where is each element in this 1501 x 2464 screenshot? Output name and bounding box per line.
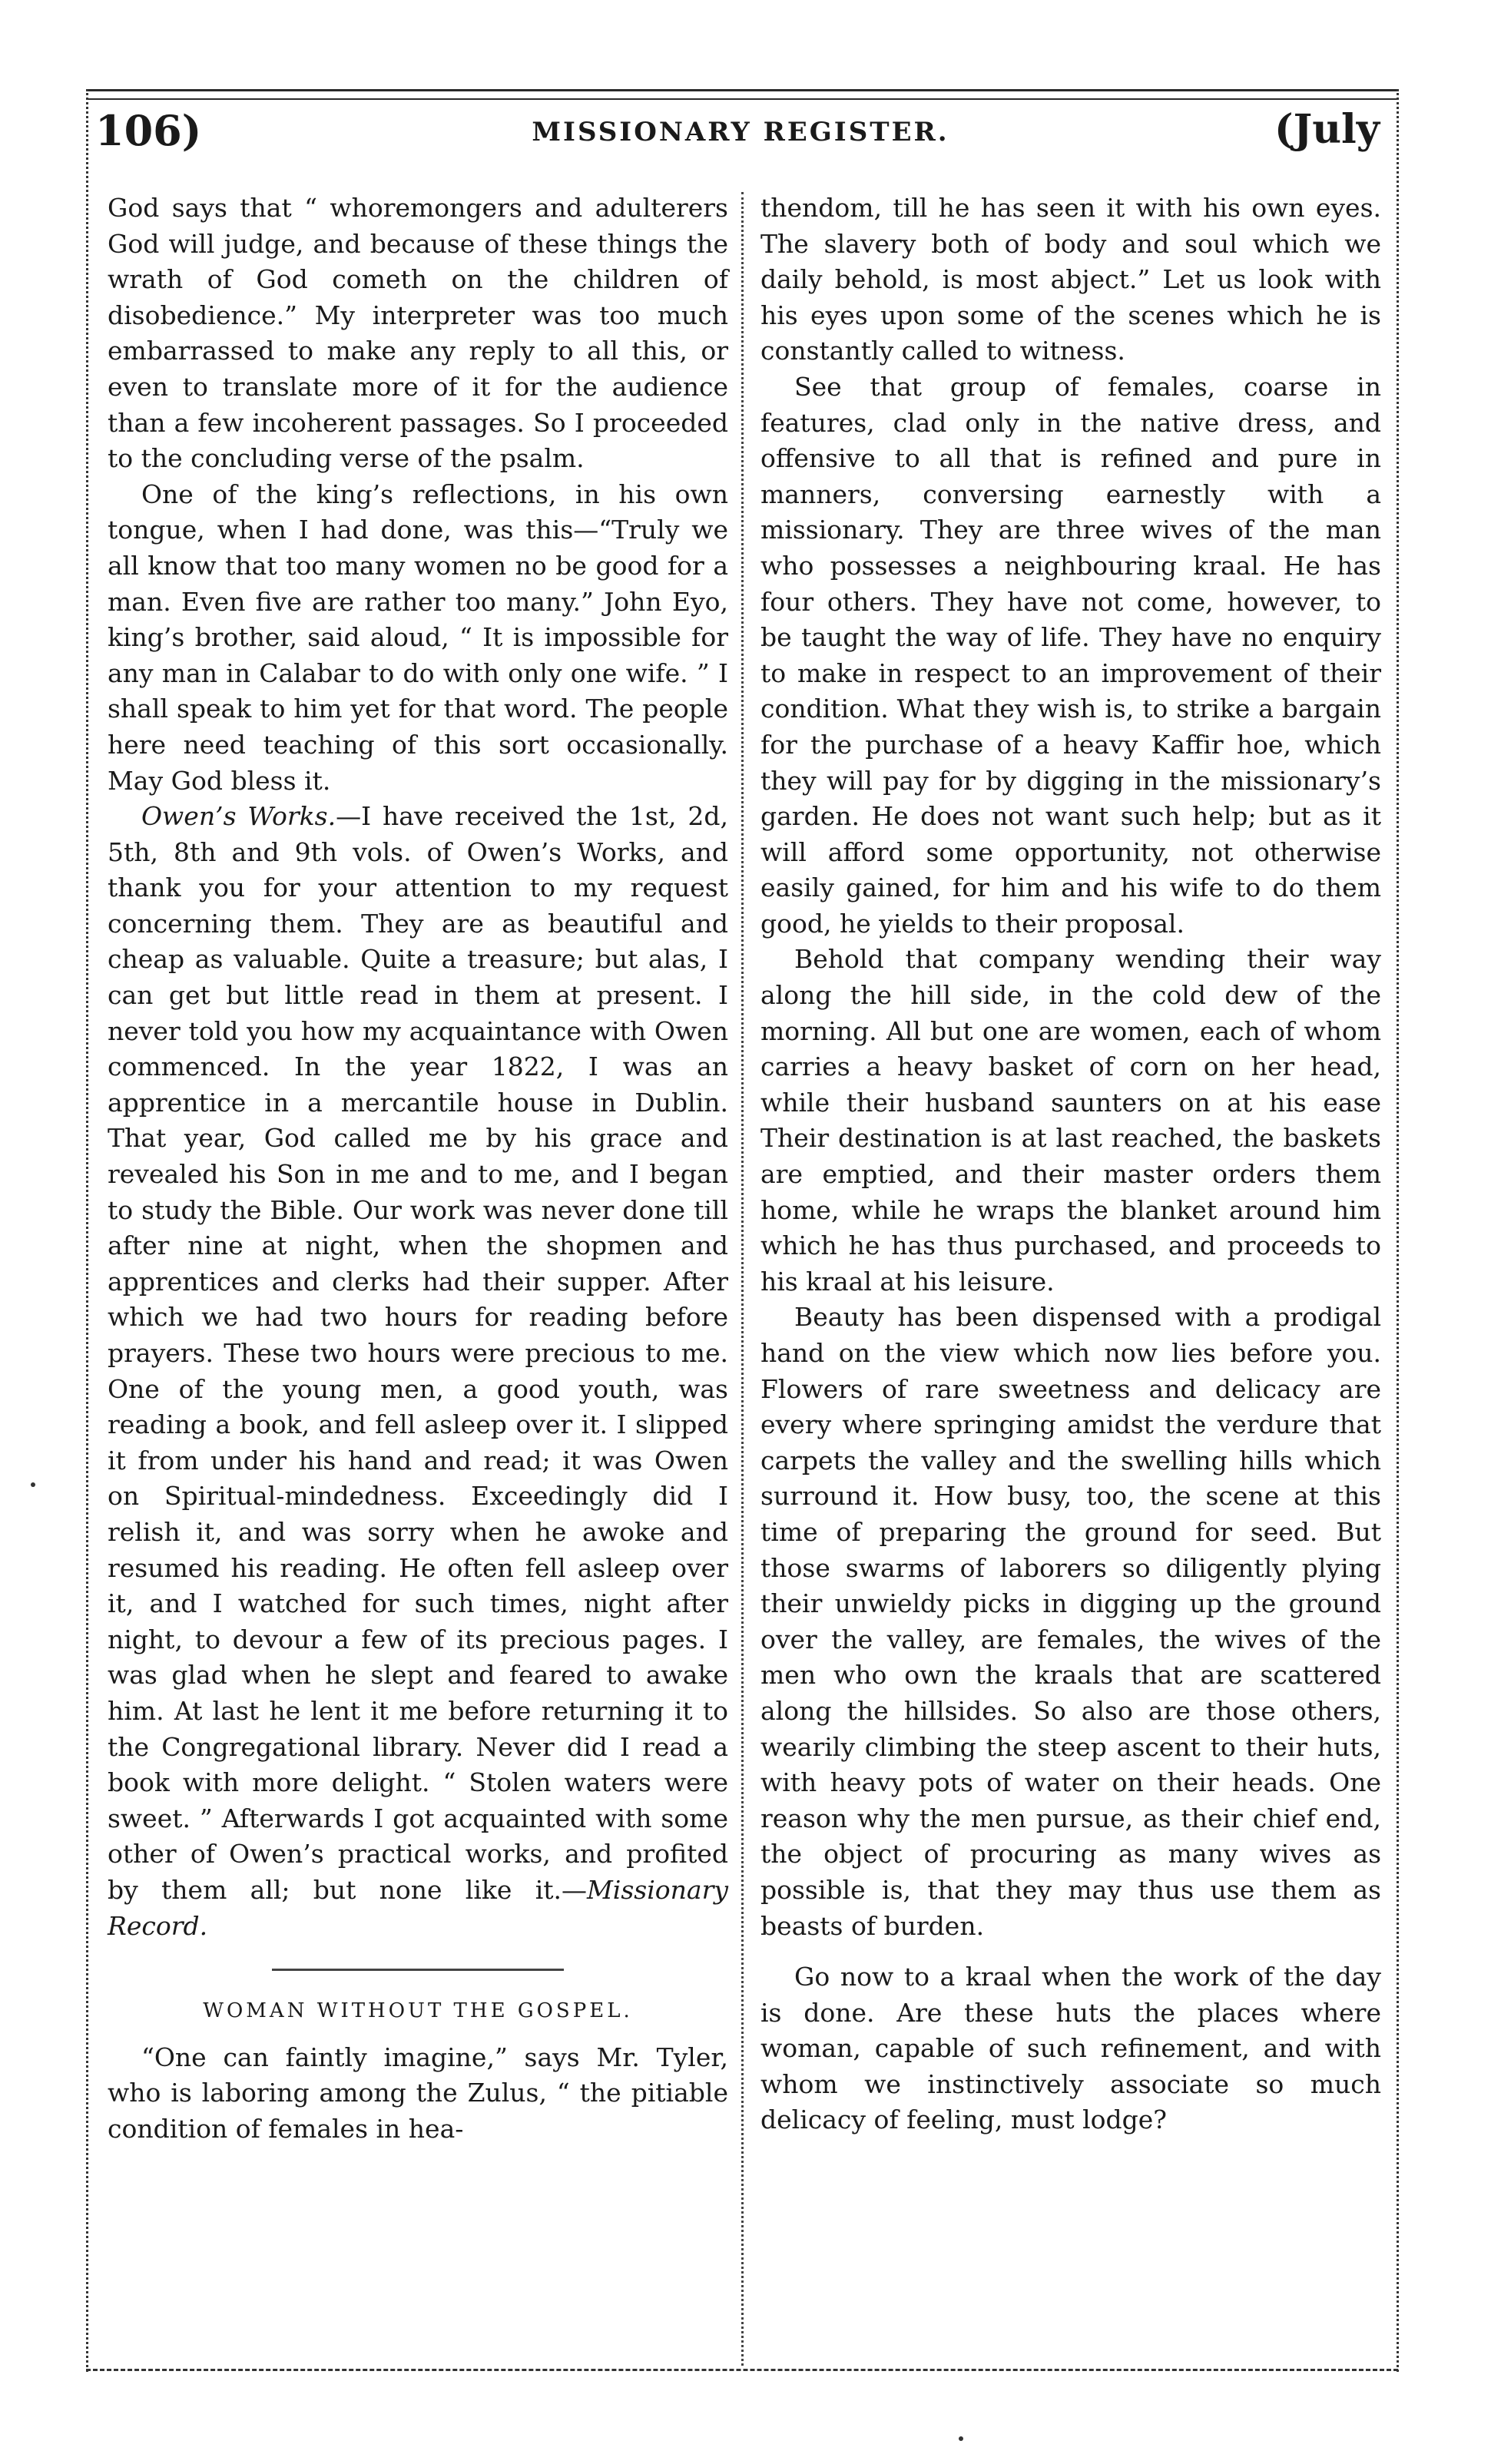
owens-works-text: —I have received the 1st, 2d, 5th, 8th and 9th vols. of Owen’s Works, and thank you for your attention to my request concerning them. They are as beautiful and cheap as valuable. Quite a treasure; but alas, I can get but little read in them at present. I never told you how my acquaintance with Owen commenced. In the year 1822, I was an apprentice in a mercantile house in Dublin. That year, God called me by his grace and revealed his Son in me and to me, and I began to study the Bible. Our work was never done till after nine at night, when the shopmen and apprentices and clerks had their supper. After which we had two hours for reading before prayers. These two hours were precious to me. One of the young men, a good youth, was reading a book, and fell asleep over it. I slipped it from under his hand and read; it was Owen on Spiritual-mindedness. Exceedingly did I relish it, and was sorry when he awoke and resumed his reading. He often fell asleep over it, and I watched for such times, night after night, to devour a few of its precious pages. I was glad when he slept and feared to awake him. At last he lent it me before returning it to the Congregational library. Never did I read a book with more delight. “ Stolen waters were sweet. ” Afterwards I got acquainted with some other of Owen’s practical works, and profited by them all; but none like it.— bbox=[108, 801, 728, 1905]
paragraph-gap bbox=[760, 1944, 1381, 1959]
top-rule-inner bbox=[86, 98, 1398, 100]
right-paragraph-3: Behold that company wending their way along the hill side, in the cold dew of the morning. All but one are women, each of whom carries a heavy basket of corn on her head, while their husband saunters on at his ease Their destination is at last reached, the baskets are emptied, and their master orders them home, while he wraps the blanket around him which he has thus purchased, and proceeds to his kraal at his leisure. bbox=[760, 944, 1381, 1297]
left-paragraph-4: “One can faintly imagine,” says Mr. Tyler, who is laboring among the Zulus, “ the pitiable condition of females in hea- bbox=[108, 2042, 728, 2144]
section-ornament bbox=[108, 1952, 728, 1985]
running-head: MISSIONARY REGISTER. bbox=[532, 117, 949, 147]
right-paragraph-4: Beauty has been dispensed with a prodigal hand on the view which now lies before you. Flowers of rare sweetness and delicacy are every where springing amidst the verdure that carpets the valley and the swelling hills which surround it. How busy, too, the scene at this time of preparing the ground for seed. But those swarms of laborers so diligently plying their unwieldy picks in digging up the ground over the valley, are females, the wives of the men who own the kraals that are scattered along the hillsides. So also are those others, wearily climbing the steep ascent to their huts, with heavy pots of water on their heads. One reason why the men pursue, as their chief end, the object of procuring as many wives as possible is, that they may thus use them as beasts of burden. bbox=[760, 1302, 1381, 1941]
bottom-rule bbox=[86, 2369, 1398, 2371]
right-paragraph-1: thendom, till he has seen it with his own eyes. The slavery both of body and soul which we daily behold, is most abject.” Let us look with his eyes upon some of the scenes which he is constantly called to witness. bbox=[760, 193, 1381, 366]
owens-works-heading: Owen’s Works. bbox=[141, 801, 336, 832]
left-paragraph-2: One of the king’s reflections, in his own tongue, when I had done, was this—“Truly we all know that too many women no be good for a man. Even five are rather too many.” John Eyo, king’s brother, said aloud, “ It is impossible for any man in Calabar to do with only one wife. ” I shall speak to him yet for that word. The people here need teaching of this sort occasionally. May God bless it. bbox=[108, 479, 728, 796]
stray-mark bbox=[959, 2436, 963, 2441]
source-citation: Missionary Record. bbox=[108, 1874, 728, 1941]
left-column bbox=[108, 190, 728, 2147]
right-column bbox=[760, 190, 1381, 2138]
stray-mark bbox=[31, 1482, 35, 1487]
left-paragraph-1: God says that “ whoremongers and adulterers God will judge, and because of these things the wrath of God cometh on the children of disobedience.” My interpreter was too much embarrassed to make any reply to all this, or even to translate more of it for the audience than a few incoherent passages. So I proceeded to the concluding verse of the psalm. bbox=[108, 193, 728, 474]
column-divider bbox=[741, 192, 744, 2366]
right-border bbox=[1397, 89, 1399, 2372]
right-paragraph-2: See that group of females, coarse in features, clad only in the native dress, and offensive to all that is refined and pure in manners, conversing earnestly with a missionary. They are three wives of the man who possesses a neighbouring kraal. He has four others. They have not come, however, to be taught the way of life. They have no enquiry to make in respect to an improvement of their condition. What they wish is, to strike a bargain for the purchase of a heavy Kaffir hoe, which they will pay for by digging in the missionary’s garden. He does not want such help; but as it will afford some opportunity, not otherwise easily gained, for him and his wife to do them good, he yields to their proposal. bbox=[760, 371, 1381, 939]
right-paragraph-5: Go now to a kraal when the work of the day is done. Are these huts the places where woman, capable of such refinement, and with whom we instinctively associate so much delicacy of feeling, must lodge? bbox=[760, 1962, 1381, 2135]
left-paragraph-3 bbox=[108, 799, 728, 1944]
header-month: (July bbox=[1274, 106, 1380, 153]
page-number: 106) bbox=[95, 106, 202, 155]
top-rule bbox=[86, 89, 1398, 91]
page-header bbox=[95, 106, 1386, 167]
left-border bbox=[86, 89, 88, 2372]
section-title: WOMAN WITHOUT THE GOSPEL. bbox=[203, 1999, 633, 2023]
